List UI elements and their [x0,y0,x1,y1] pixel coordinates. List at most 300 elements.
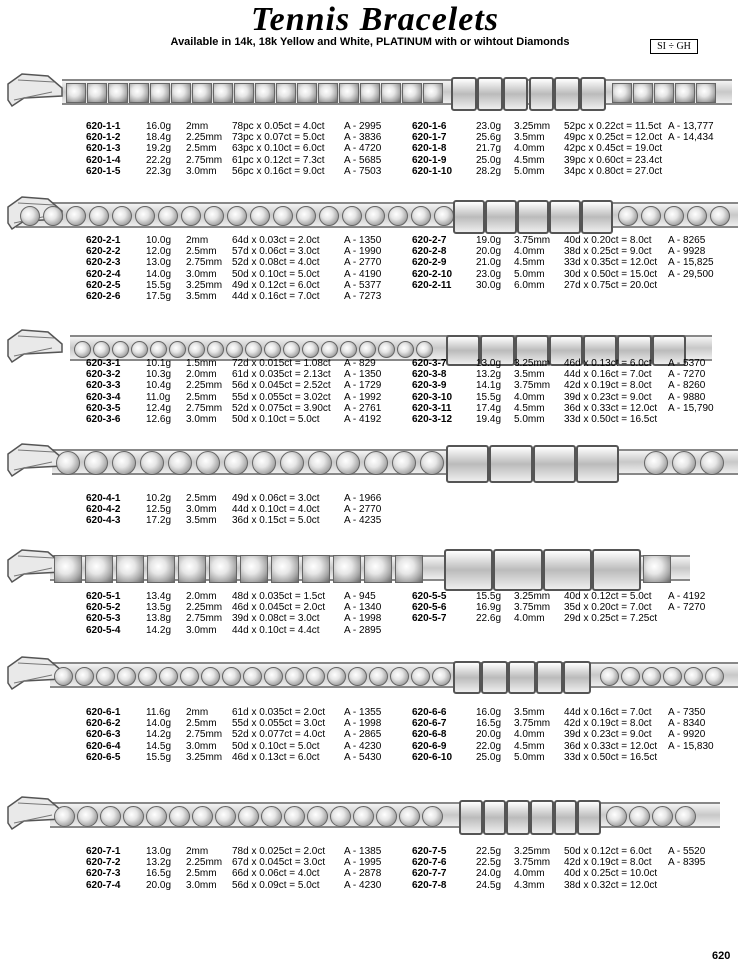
diamond-stone [411,206,431,226]
diamond-stone [234,83,254,103]
stone-size: 3.25mm [514,121,551,132]
diamond-stone [378,341,395,358]
stone-size: 3.25mm [514,846,551,857]
weight: 20.0g [476,729,502,741]
stone-size: 4.0mm [514,729,545,741]
price-code: A - 945 [344,591,376,602]
diamond-total: 36d x 0.33ct = 12.0ct [564,402,658,414]
item-number: 620-6-6 [412,707,447,718]
price-code: A - 14,434 [668,132,714,144]
weight: 13.0g [146,846,172,857]
diamond-stone [226,341,243,358]
spec-row [0,155,750,166]
diamond-stone [280,451,304,475]
diamond-total: 50d x 0.10ct = 5.0ct [232,740,320,752]
price-code: A - 7270 [668,369,706,381]
diamond-stone [633,83,653,103]
diamond-total: 63pc x 0.10ct = 6.0ct [232,143,325,155]
diamond-stone [112,451,136,475]
diamond-stone [364,451,388,475]
diamond-stone [381,83,401,103]
price-code: A - 8395 [668,857,706,869]
price-code: A - 9880 [668,391,706,403]
item-number: 620-3-10 [412,391,453,403]
diamond-total: 50d x 0.10ct = 5.0ct [232,413,320,425]
diamond-stone [201,667,220,686]
page-number: 620 [712,950,731,962]
item-number: 620-1-8 [412,143,447,155]
stone-size: 4.5mm [514,154,545,166]
stone-size: 2.5mm [186,868,217,880]
stone-size: 3.75mm [514,857,551,869]
diamond-stone [675,806,696,827]
diamond-total: 55d x 0.055ct = 3.0ct [232,718,326,730]
diamond-stone [150,341,167,358]
spec-row [0,257,750,268]
spec-table [0,591,750,625]
item-number: 620-7-2 [86,857,121,869]
diamond-stone [123,806,144,827]
weight: 22.6g [476,613,502,625]
weight: 17.4g [476,402,502,414]
diamond-stone [169,341,186,358]
diamond-stone [618,206,638,226]
diamond-stone [222,667,241,686]
diamond-stone [705,667,724,686]
spec-row [0,132,750,143]
item-number: 620-6-4 [86,740,121,752]
item-number: 620-2-2 [86,246,121,258]
diamond-stone [284,806,305,827]
weight: 13.0g [476,358,502,369]
spec-table [0,493,750,527]
spec-row [0,613,750,624]
price-code: A - 1995 [344,857,382,869]
price-code: A - 1350 [344,235,382,246]
diamond-total: 44d x 0.16ct = 7.0ct [564,707,652,718]
item-number: 620-5-2 [86,602,121,614]
diamond-stone [112,206,132,226]
price-code: A - 4190 [344,268,382,280]
diamond-stone [135,206,155,226]
price-code: A - 7270 [668,602,706,614]
diamond-total: 61d x 0.035ct = 2.13ct [232,369,331,381]
weight: 15.5g [146,279,172,291]
diamond-total: 35d x 0.20ct = 7.0ct [564,602,652,614]
item-number: 620-1-2 [86,132,121,144]
weight: 14.2g [146,624,172,636]
spec-row [0,591,750,602]
item-number: 620-6-3 [86,729,121,741]
diamond-stone [146,806,167,827]
diamond-stone [240,555,268,583]
stone-size: 2.0mm [186,369,217,381]
price-code: A - 1729 [344,380,382,392]
price-code: A - 1992 [344,391,382,403]
item-number: 620-3-4 [86,391,121,403]
diamond-stone [192,806,213,827]
diamond-stone [89,206,109,226]
item-number: 620-1-3 [86,143,121,155]
price-code: A - 5370 [668,358,706,369]
item-number: 620-2-4 [86,268,121,280]
price-code: A - 2770 [344,504,382,516]
spec-row [0,602,750,613]
price-code: A - 1340 [344,602,382,614]
diamond-stone [100,806,121,827]
weight: 11.0g [146,391,171,403]
diamond-stone [302,341,319,358]
weight: 16.9g [476,602,502,614]
diamond-stone [54,806,75,827]
diamond-total: 44d x 0.16ct = 7.0ct [232,290,320,302]
spec-row [0,235,750,246]
stone-size: 3.75mm [514,235,551,246]
diamond-stone [296,206,316,226]
diamond-stone [672,451,696,475]
price-code: A - 4230 [344,879,382,891]
spec-table [0,358,750,425]
item-number: 620-5-5 [412,591,447,602]
setting-closeup [536,661,564,694]
stone-size: 2mm [186,846,209,857]
spec-row [0,515,750,526]
diamond-total: 50d x 0.12ct = 6.0ct [564,846,652,857]
diamond-stone [432,667,451,686]
setting-closeup [517,200,549,234]
diamond-stone [336,451,360,475]
diamond-stone [207,341,224,358]
stone-size: 4.0mm [514,143,545,155]
weight: 16.0g [476,707,502,718]
item-number: 620-6-10 [412,751,453,763]
setting-closeup [506,800,530,835]
weight: 14.5g [146,740,172,752]
diamond-total: 57d x 0.06ct = 3.0ct [232,246,320,258]
diamond-stone [283,341,300,358]
diamond-stone [307,806,328,827]
weight: 16.5g [146,868,172,880]
price-code: A - 7350 [668,707,706,718]
weight: 23.0g [476,268,502,280]
diamond-stone [66,83,86,103]
diamond-stone [392,451,416,475]
spec-row [0,729,750,740]
weight: 11.6g [146,707,171,718]
diamond-total: 42d x 0.19ct = 8.0ct [564,718,652,730]
weight: 22.2g [146,154,172,166]
diamond-stone [159,667,178,686]
item-number: 620-7-4 [86,879,121,891]
stone-size: 3.0mm [186,624,217,636]
stone-size: 2.75mm [186,729,223,741]
diamond-stone [306,667,325,686]
clasp-icon [4,66,66,116]
bracelet-image [0,432,750,492]
item-number: 620-3-8 [412,369,447,381]
setting-closeup [529,77,555,111]
diamond-stone [297,83,317,103]
stone-size: 3.75mm [514,602,551,614]
price-code: A - 4192 [668,591,706,602]
item-number: 620-6-9 [412,740,447,752]
diamond-stone [84,451,108,475]
diamond-total: 40d x 0.12ct = 5.0ct [564,591,652,602]
diamond-stone [215,806,236,827]
setting-closeup [577,800,601,835]
diamond-stone [147,555,175,583]
item-number: 620-5-7 [412,613,447,625]
setting-closeup [580,77,606,111]
price-code: A - 2995 [344,121,382,132]
price-code: A - 5685 [344,154,382,166]
spec-row [0,143,750,154]
item-number: 620-2-6 [86,290,121,302]
diamond-stone [422,806,443,827]
diamond-stone [402,83,422,103]
item-number: 620-2-5 [86,279,121,291]
diamond-stone [700,451,724,475]
diamond-stone [612,83,632,103]
diamond-stone [227,206,247,226]
weight: 10.3g [146,369,172,381]
diamond-stone [140,451,164,475]
diamond-stone [243,667,262,686]
diamond-stone [621,667,640,686]
weight: 13.8g [146,613,172,625]
diamond-stone [360,83,380,103]
setting-closeup [543,549,592,591]
price-code: A - 4235 [344,515,382,527]
spec-row [0,493,750,504]
stone-size: 3.5mm [514,132,545,144]
diamond-stone [273,206,293,226]
item-number: 620-7-1 [86,846,121,857]
diamond-total: 52d x 0.08ct = 4.0ct [232,257,320,269]
diamond-stone [411,667,430,686]
diamond-total: 48d x 0.035ct = 1.5ct [232,591,326,602]
diamond-stone [353,806,374,827]
diamond-stone [369,667,388,686]
price-code: A - 829 [344,358,376,369]
stone-size: 5.0mm [514,413,545,425]
diamond-stone [261,806,282,827]
diamond-stone [181,206,201,226]
diamond-stone [664,206,684,226]
price-code: A - 9920 [668,729,706,741]
setting-closeup [453,661,481,694]
diamond-total: 39d x 0.23ct = 9.0ct [564,391,652,403]
price-code: A - 8265 [668,235,706,246]
item-number: 620-2-8 [412,246,447,258]
diamond-stone [168,451,192,475]
weight: 12.6g [146,413,172,425]
price-code: A - 1990 [344,246,382,258]
diamond-stone [224,451,248,475]
diamond-total: 46d x 0.13ct = 6.0ct [232,751,320,763]
diamond-total: 44d x 0.10ct = 4.4ct [232,624,320,636]
weight: 12.5g [146,504,172,516]
diamond-stone [319,206,339,226]
setting-closeup [444,549,493,591]
weight: 20.0g [476,246,502,258]
stone-size: 5.0mm [514,268,545,280]
price-code: A - 1385 [344,846,382,857]
diamond-stone [675,83,695,103]
spec-row [0,392,750,403]
weight: 25.0g [476,751,502,763]
weight: 13.2g [476,369,502,381]
spec-row [0,269,750,280]
diamond-total: 42d x 0.19ct = 8.0ct [564,380,652,392]
diamond-stone [342,206,362,226]
spec-row [0,880,750,891]
diamond-total: 30d x 0.50ct = 15.0ct [564,268,658,280]
diamond-stone [250,206,270,226]
setting-closeup [563,661,591,694]
diamond-stone [43,206,63,226]
setting-closeup [554,77,580,111]
setting-closeup [489,445,532,483]
diamond-total: 33d x 0.50ct = 16.5ct [564,413,658,425]
price-code: A - 2878 [344,868,382,880]
diamond-total: 36d x 0.33ct = 12.0ct [564,740,658,752]
diamond-stone [108,83,128,103]
diamond-stone [333,555,361,583]
spec-row [0,868,750,879]
price-code: A - 29,500 [668,268,714,280]
weight: 24.0g [476,868,502,880]
diamond-stone [87,83,107,103]
diamond-stone [376,806,397,827]
item-number: 620-4-3 [86,515,121,527]
diamond-stone [66,206,86,226]
diamond-total: 72d x 0.015ct = 1.08ct [232,358,331,369]
diamond-stone [192,83,212,103]
diamond-total: 40d x 0.25ct = 10.0ct [564,868,658,880]
diamond-stone [339,83,359,103]
diamond-total: 49d x 0.06ct = 3.0ct [232,493,320,504]
spec-row [0,403,750,414]
stone-size: 2.25mm [186,602,223,614]
setting-closeup [503,77,529,111]
page-title: Tennis Bracelets [250,1,500,38]
price-code: A - 2895 [344,624,382,636]
stone-size: 2.25mm [186,857,223,869]
spec-row [0,707,750,718]
diamond-total: 49pc x 0.25ct = 12.0ct [564,132,663,144]
weight: 10.4g [146,380,172,392]
price-code: A - 4720 [344,143,382,155]
item-number: 620-3-6 [86,413,121,425]
diamond-stone [663,667,682,686]
weight: 24.5g [476,879,502,891]
diamond-total: 36d x 0.15ct = 5.0ct [232,515,320,527]
diamond-stone [600,667,619,686]
diamond-stone [180,667,199,686]
diamond-total: 29d x 0.25ct = 7.25ct [564,613,658,625]
diamond-stone [196,451,220,475]
diamond-stone [138,667,157,686]
weight: 14.0g [146,718,172,730]
price-code: A - 4192 [344,413,382,425]
stone-size: 2.75mm [186,402,223,414]
diamond-stone [652,806,673,827]
item-number: 620-4-2 [86,504,121,516]
diamond-total: 39pc x 0.60ct = 23.4ct [564,154,663,166]
stone-size: 4.0mm [514,613,545,625]
weight: 20.0g [146,879,172,891]
diamond-total: 46d x 0.045ct = 2.0ct [232,602,326,614]
weight: 21.7g [476,143,502,155]
stone-size: 3.0mm [186,413,217,425]
price-code: A - 15,790 [668,402,714,414]
setting-closeup [554,800,578,835]
diamond-total: 52d x 0.075ct = 3.90ct [232,402,331,414]
diamond-stone [390,667,409,686]
price-code: A - 1998 [344,613,382,625]
stone-size: 2.5mm [186,718,217,730]
stone-size: 3.0mm [186,268,217,280]
diamond-stone [252,451,276,475]
item-number: 620-6-5 [86,751,121,763]
item-number: 620-7-3 [86,868,121,880]
spec-table [0,235,750,291]
weight: 15.5g [476,391,502,403]
spec-row [0,625,750,636]
item-number: 620-5-6 [412,602,447,614]
setting-closeup [453,200,485,234]
diamond-total: 52pc x 0.22ct = 11.5ct [564,121,662,132]
bracelet-image [0,645,750,705]
spec-row [0,741,750,752]
diamond-stone [209,555,237,583]
price-code: A - 8340 [668,718,706,730]
diamond-stone [365,206,385,226]
stone-size: 3.5mm [514,707,545,718]
spec-row [0,504,750,515]
weight: 14.0g [146,268,172,280]
stone-size: 4.5mm [514,740,545,752]
diamond-stone [397,341,414,358]
diamond-total: 27d x 0.75ct = 20.0ct [564,279,658,291]
diamond-stone [213,83,233,103]
stone-size: 3.25mm [186,751,223,763]
stone-size: 2.75mm [186,154,223,166]
item-number: 620-7-8 [412,879,447,891]
item-number: 620-6-8 [412,729,447,741]
price-code: A - 1350 [344,369,382,381]
stone-size: 2.5mm [186,493,217,504]
bracelet-image [0,62,750,122]
weight: 19.2g [146,143,172,155]
item-number: 620-2-7 [412,235,447,246]
setting-closeup [592,549,641,591]
item-number: 620-1-7 [412,132,447,144]
spec-row [0,121,750,132]
setting-closeup [446,445,489,483]
price-code: A - 8260 [668,380,706,392]
diamond-total: 66d x 0.06ct = 4.0ct [232,868,320,880]
diamond-stone [150,83,170,103]
diamond-stone [643,555,671,583]
diamond-total: 34pc x 0.80ct = 27.0ct [564,165,663,177]
item-number: 620-2-9 [412,257,447,269]
diamond-total: 73pc x 0.07ct = 5.0ct [232,132,325,144]
diamond-stone [710,206,730,226]
diamond-total: 33d x 0.50ct = 16.5ct [564,751,658,763]
stone-size: 3.75mm [514,380,551,392]
